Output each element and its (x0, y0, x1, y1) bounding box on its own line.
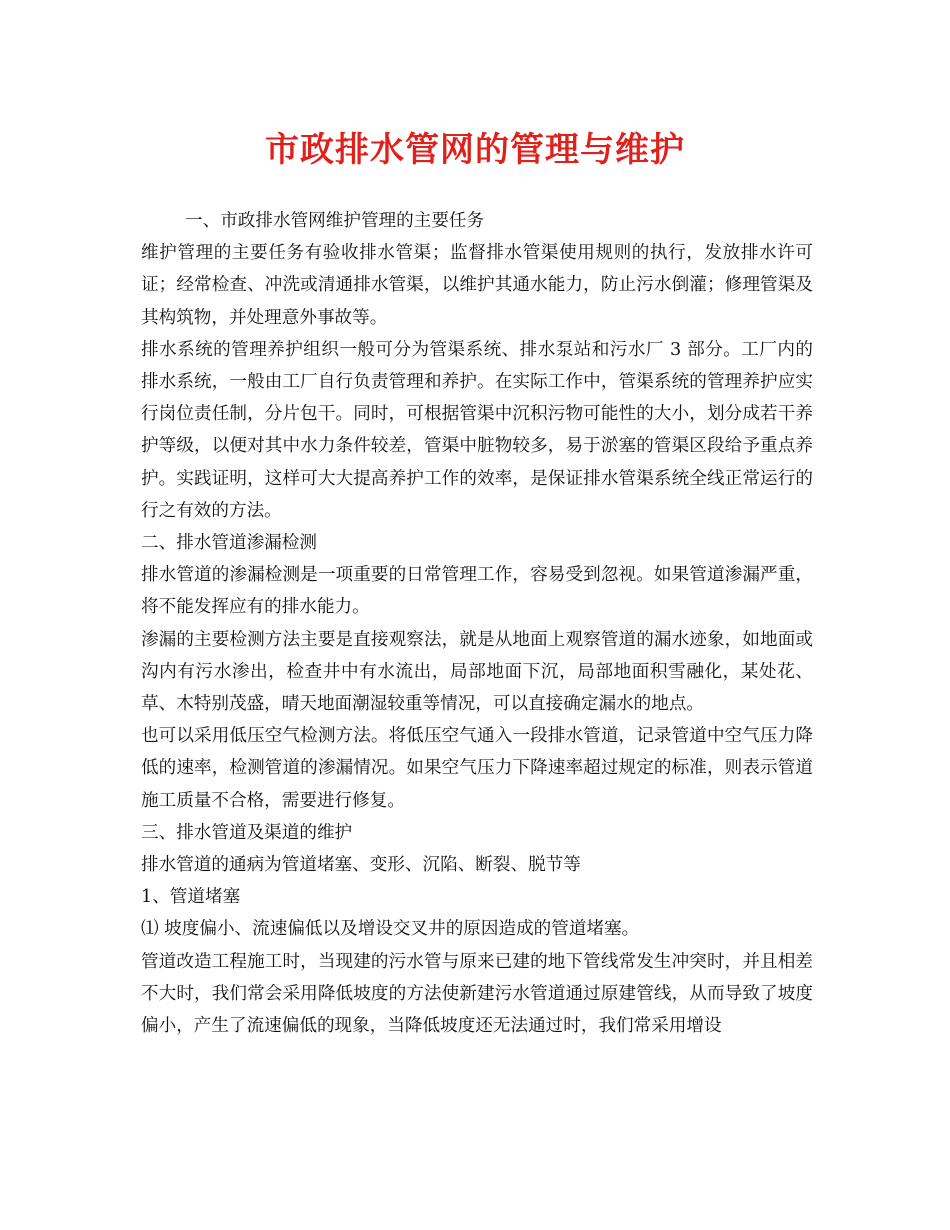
document-body (141, 205, 813, 1042)
paragraph: 排水管道的渗漏检测是一项重要的日常管理工作，容易受到忽视。如果管道渗漏严重，将不能发挥应有的排水能力。 (141, 565, 813, 618)
paragraph: 渗漏的主要检测方法主要是直接观察法，就是从地面上观察管道的漏水迹象，如地面或沟内有污水渗出，检查井中有水流出，局部地面下沉，局部地面积雪融化，某处花、草、木特别茂盛，晴天地面潮湿较重等情况，可以直接确定漏水的地点。 (141, 629, 813, 715)
paragraph: 管道改造工程施工时，当现建的污水管与原来已建的地下管线常发生冲突时，并且相差不大时，我们常会采用降低坡度的方法使新建污水管道通过原建管线，从而导致了坡度偏小，产生了流速偏低的现象，当降低坡度还无法通过时，我们常采用增设 (141, 951, 813, 1037)
section-heading-2: 二、排水管道渗漏检测 (141, 533, 317, 554)
document-title: 市政排水管网的管理与维护 (265, 130, 685, 170)
paragraph: 排水系统的管理养护组织一般可分为管渠系统、排水泵站和污水厂 3 部分。工厂内的排水系统，一般由工厂自行负责管理和养护。在实际工作中，管渠系统的管理养护应实行岗位责任制，分片包干。同时，可根据管渠中沉积污物可能性的大小，划分成若干养护等级，以便对其中水力条件较差，管渠中脏物较多，易于淤塞的管渠区段给予重点养护。实践证明，这样可大大提高养护工作的效率，是保证排水管渠系统全线正常运行的行之有效的方法。 (141, 339, 813, 521)
subheading: 1、管道堵塞 (141, 887, 241, 908)
paragraph: 也可以采用低压空气检测方法。将低压空气通入一段排水管道，记录管道中空气压力降低的速率，检测管道的渗漏情况。如果空气压力下降速率超过规定的标准，则表示管道施工质量不合格，需要进行修复。 (141, 726, 813, 811)
section-heading-1: 一、市政排水管网维护管理的主要任务 (185, 211, 485, 231)
section-heading-3: 三、排水管道及渠道的维护 (141, 822, 353, 843)
paragraph: 排水管道的通病为管道堵塞、变形、沉陷、断裂、脱节等 (141, 855, 581, 876)
paragraph: 维护管理的主要任务有验收排水管渠；监督排水管渠使用规则的执行，发放排水许可证；经常检查、冲洗或清通排水管渠，以维护其通水能力，防止污水倒灌；修理管渠及其构筑物，并处理意外事故等。 (141, 243, 813, 328)
list-item: ⑴ 坡度偏小、流速偏低以及增设交叉井的原因造成的管道堵塞。 (141, 919, 640, 940)
